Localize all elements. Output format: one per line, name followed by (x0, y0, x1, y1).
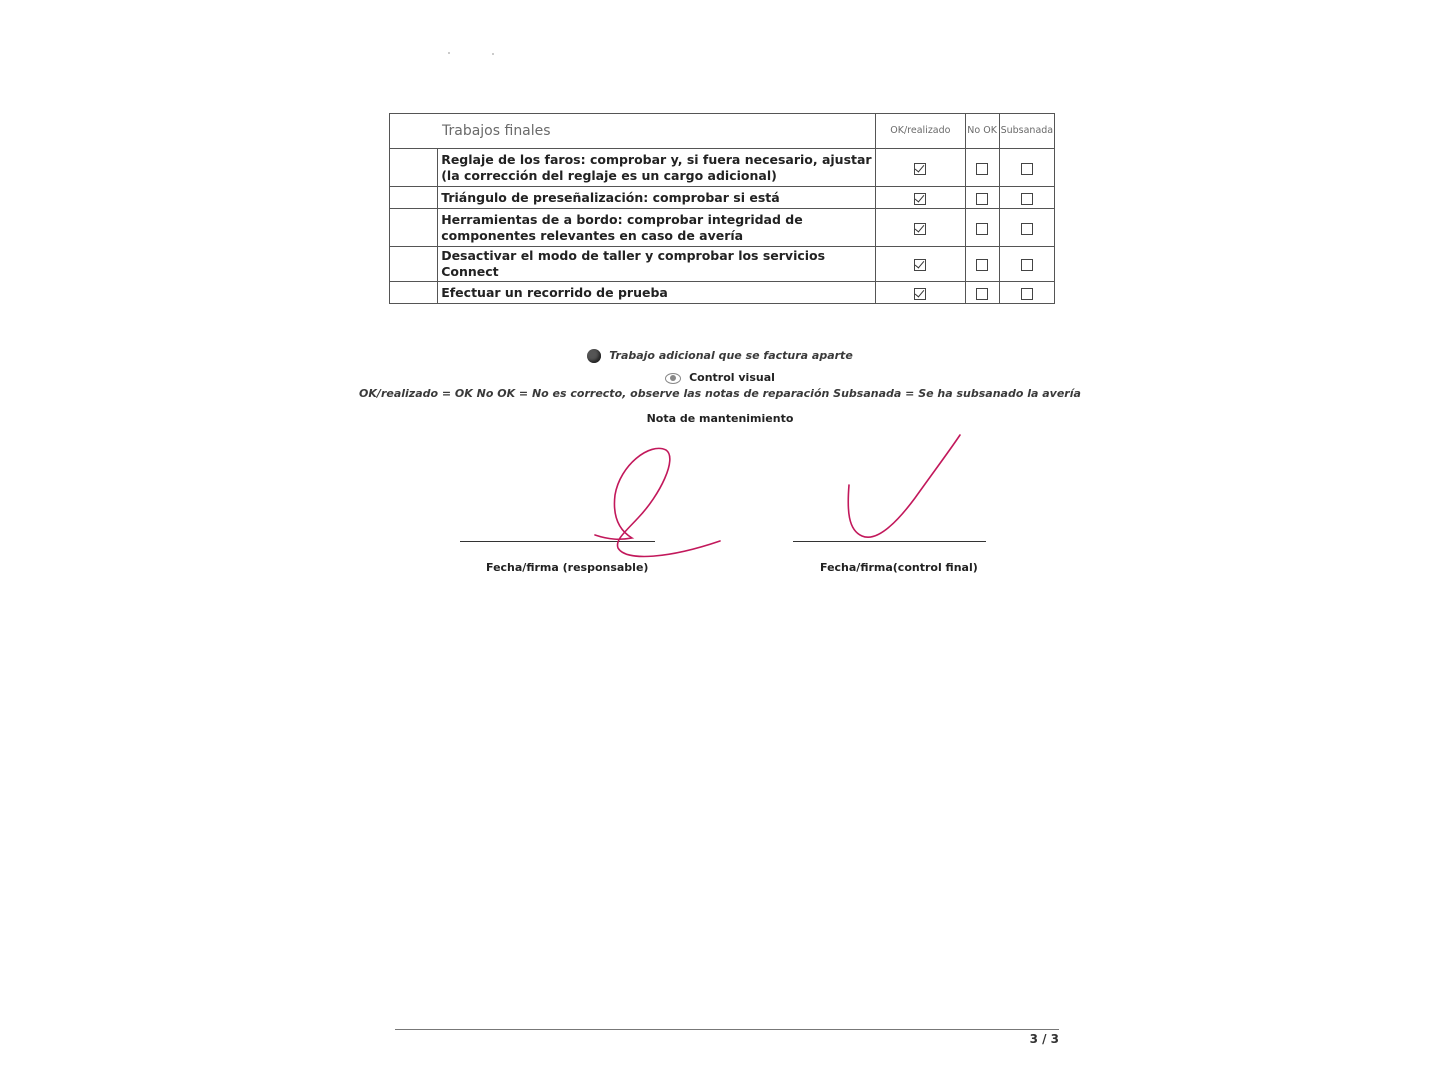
checkbox-not-ok[interactable] (976, 223, 988, 235)
fixed-cell[interactable] (999, 149, 1054, 187)
task-label: Herramientas de a bordo: comprobar integridad de componentes relevantes en caso de avería (438, 209, 876, 247)
not-ok-cell[interactable] (965, 149, 999, 187)
scan-speck (448, 52, 450, 54)
legend-visual-check-text: Control visual (689, 371, 775, 384)
signature-label-responsible: Fecha/firma (responsable) (486, 561, 649, 574)
checkbox-not-ok[interactable] (976, 259, 988, 271)
footer-divider (395, 1029, 1059, 1030)
table-row (390, 209, 1055, 247)
checkbox-fixed[interactable] (1021, 259, 1033, 271)
page-number: 3 / 3 (1029, 1032, 1059, 1046)
scan-speck (492, 53, 494, 55)
checkbox-ok-checked[interactable] (914, 259, 926, 271)
checkbox-not-ok[interactable] (976, 193, 988, 205)
legend-visual-check (0, 371, 1440, 384)
ok-cell[interactable] (876, 282, 965, 304)
final-work-checklist (389, 113, 1055, 304)
checkbox-ok-checked[interactable] (914, 193, 926, 205)
task-label: Triángulo de preseñalización: comprobar si está (438, 187, 876, 209)
checkbox-not-ok[interactable] (976, 288, 988, 300)
filled-circle-icon (587, 349, 601, 363)
ok-cell[interactable] (876, 247, 965, 282)
checkbox-fixed[interactable] (1021, 163, 1033, 175)
task-label: Efectuar un recorrido de prueba (438, 282, 876, 304)
row-gutter (390, 209, 438, 247)
ok-cell[interactable] (876, 149, 965, 187)
column-header-ok: OK/realizado (876, 114, 965, 149)
ok-cell[interactable] (876, 187, 965, 209)
section-title: Trabajos finales (390, 114, 876, 149)
legend-additional-work (0, 349, 1440, 363)
row-gutter (390, 247, 438, 282)
eye-icon (665, 373, 681, 384)
signature-responsible (560, 440, 730, 570)
maintenance-note-text: Nota de mantenimiento (646, 412, 794, 425)
row-gutter (390, 149, 438, 187)
checkbox-fixed[interactable] (1021, 288, 1033, 300)
not-ok-cell[interactable] (965, 209, 999, 247)
row-gutter (390, 187, 438, 209)
table-row (390, 247, 1055, 282)
not-ok-cell[interactable] (965, 282, 999, 304)
checkbox-not-ok[interactable] (976, 163, 988, 175)
signature-label-final-check: Fecha/firma(control final) (820, 561, 978, 574)
column-header-not-ok: No OK (965, 114, 999, 149)
table-row (390, 149, 1055, 187)
not-ok-cell[interactable] (965, 187, 999, 209)
checklist-header-row (390, 114, 1055, 149)
fixed-cell[interactable] (999, 209, 1054, 247)
legend-explanation (0, 387, 1440, 400)
fixed-cell[interactable] (999, 187, 1054, 209)
maintenance-note (0, 412, 1440, 425)
checkbox-ok-checked[interactable] (914, 223, 926, 235)
ok-cell[interactable] (876, 209, 965, 247)
signature-final-check (840, 430, 970, 545)
fixed-cell[interactable] (999, 247, 1054, 282)
column-header-fixed: Subsanada (999, 114, 1054, 149)
checkbox-ok-checked[interactable] (914, 163, 926, 175)
table-row (390, 282, 1055, 304)
legend-additional-work-text: Trabajo adicional que se factura aparte (609, 349, 853, 362)
fixed-cell[interactable] (999, 282, 1054, 304)
task-label: Reglaje de los faros: comprobar y, si fuera necesario, ajustar (la corrección del reglaje es un cargo adicional) (438, 149, 876, 187)
table-row (390, 187, 1055, 209)
checkbox-fixed[interactable] (1021, 223, 1033, 235)
not-ok-cell[interactable] (965, 247, 999, 282)
checkbox-ok-checked[interactable] (914, 288, 926, 300)
checkbox-fixed[interactable] (1021, 193, 1033, 205)
legend-explanation-text: OK/realizado = OK No OK = No es correcto, observe las notas de reparación Subsanada = Se ha subsanado la avería (359, 387, 1081, 400)
row-gutter (390, 282, 438, 304)
task-label: Desactivar el modo de taller y comprobar los servicios Connect (438, 247, 876, 282)
